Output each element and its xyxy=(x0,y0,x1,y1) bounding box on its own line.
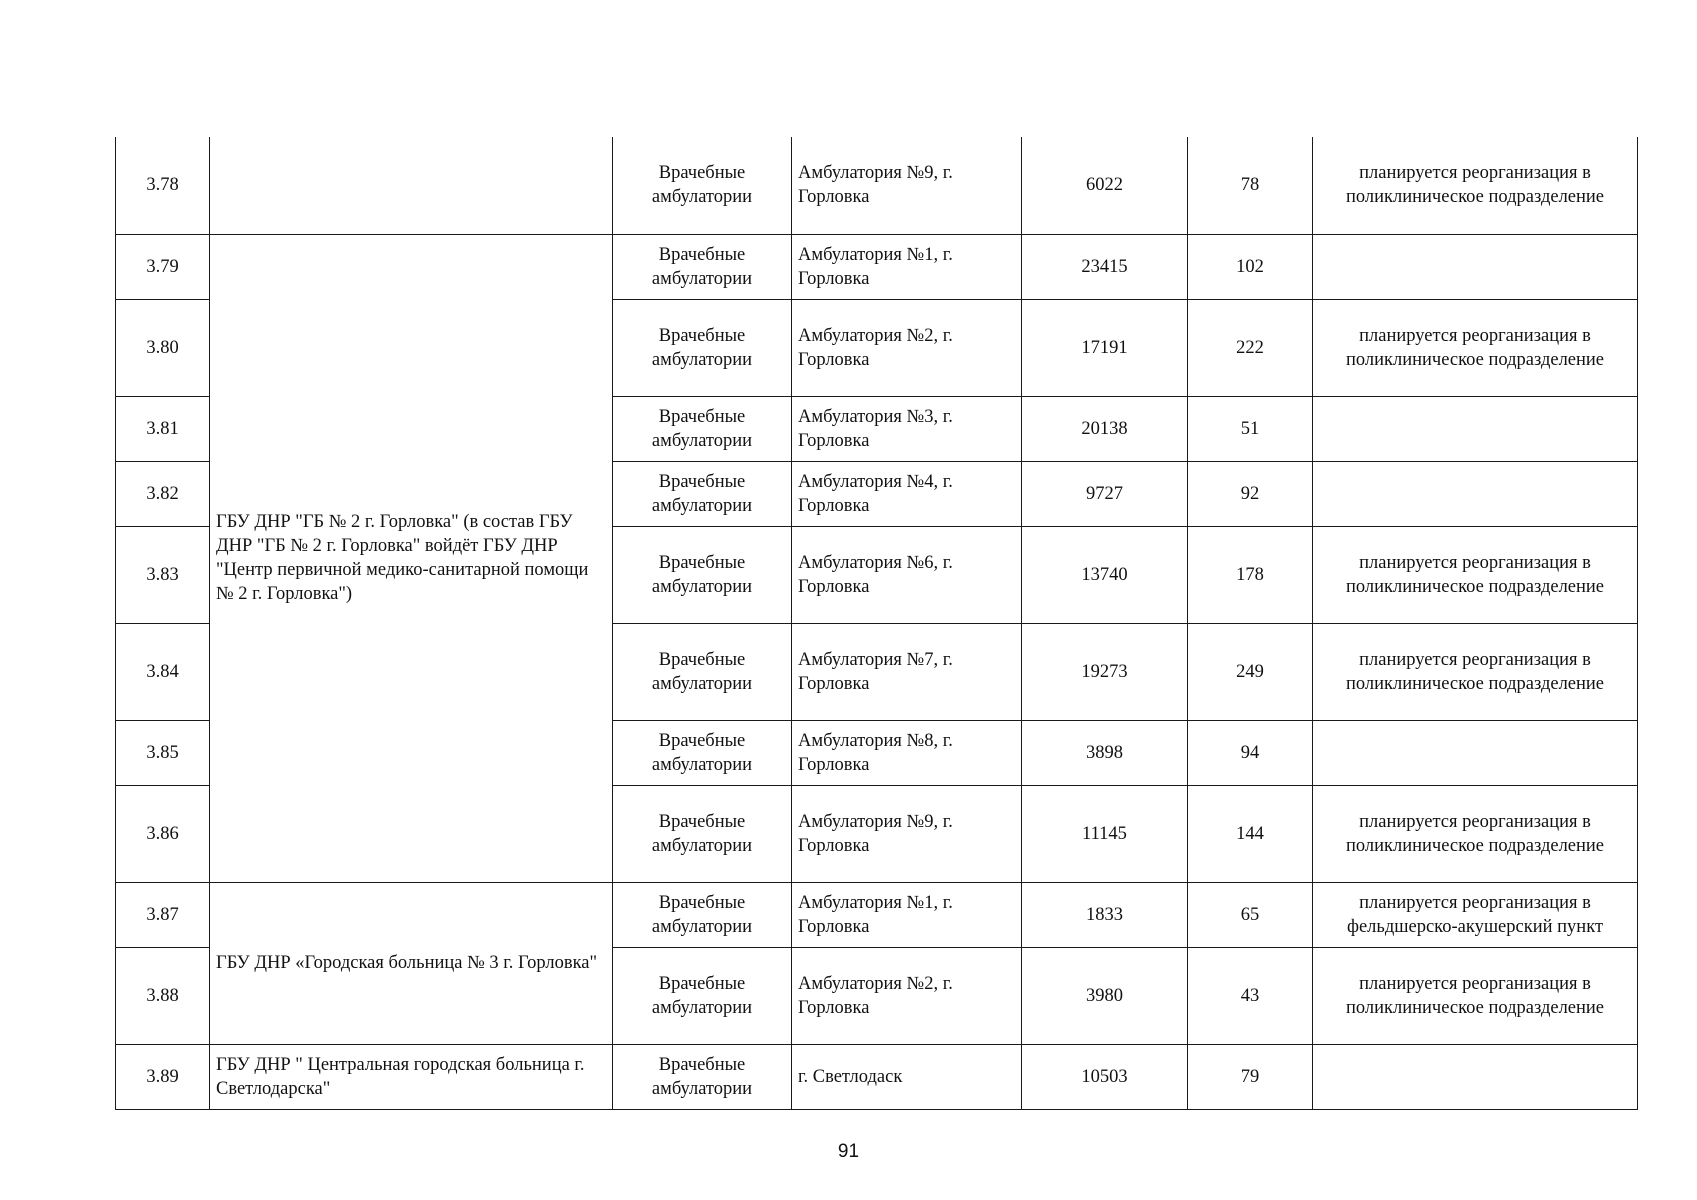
note-cell xyxy=(1313,720,1638,785)
population-value: 6022 xyxy=(1022,137,1188,234)
facility-type: Врачебные амбулатории xyxy=(613,785,792,882)
note-cell: планируется реорганизация в поликлиническое подразделение xyxy=(1313,526,1638,623)
note-cell: планируется реорганизация в поликлиническое подразделение xyxy=(1313,299,1638,396)
facility-type: Врачебные амбулатории xyxy=(613,234,792,299)
facility-name: г. Светлодаск xyxy=(792,1044,1022,1109)
facility-name: Амбулатория №9, г. Горловка xyxy=(792,785,1022,882)
table-row xyxy=(116,234,1638,299)
row-number: 3.78 xyxy=(116,137,210,234)
distance-value: 178 xyxy=(1188,526,1313,623)
organization-cell: ГБУ ДНР "ГБ № 2 г. Горловка" (в состав ГБУ ДНР "ГБ № 2 г. Горловка" войдёт ГБУ ДНР "Центр первичной медико-санитарной помощи № 2 г. Горловка") xyxy=(210,234,613,882)
row-number: 3.82 xyxy=(116,461,210,526)
facility-type: Врачебные амбулатории xyxy=(613,720,792,785)
note-cell xyxy=(1313,234,1638,299)
note-cell: планируется реорганизация в поликлиническое подразделение xyxy=(1313,785,1638,882)
population-value: 19273 xyxy=(1022,623,1188,720)
organization-cell: ГБУ ДНР " Центральная городская больница г. Светлодарска" xyxy=(210,1044,613,1109)
organization-cell: ГБУ ДНР «Городская больница № 3 г. Горловка" xyxy=(210,882,613,1044)
facility-name: Амбулатория №1, г. Горловка xyxy=(792,234,1022,299)
row-number: 3.80 xyxy=(116,299,210,396)
page-number: 91 xyxy=(837,1141,860,1162)
facility-type: Врачебные амбулатории xyxy=(613,526,792,623)
row-number: 3.89 xyxy=(116,1044,210,1109)
facility-type: Врачебные амбулатории xyxy=(613,396,792,461)
row-number: 3.84 xyxy=(116,623,210,720)
distance-value: 65 xyxy=(1188,882,1313,947)
facility-type: Врачебные амбулатории xyxy=(613,461,792,526)
table-row xyxy=(116,882,1638,947)
row-number: 3.81 xyxy=(116,396,210,461)
population-value: 23415 xyxy=(1022,234,1188,299)
population-value: 3980 xyxy=(1022,947,1188,1044)
distance-value: 249 xyxy=(1188,623,1313,720)
distance-value: 92 xyxy=(1188,461,1313,526)
distance-value: 51 xyxy=(1188,396,1313,461)
note-cell: планируется реорганизация в фельдшерско-акушерский пункт xyxy=(1313,882,1638,947)
facility-name: Амбулатория №6, г. Горловка xyxy=(792,526,1022,623)
population-value: 1833 xyxy=(1022,882,1188,947)
row-number: 3.86 xyxy=(116,785,210,882)
facility-type: Врачебные амбулатории xyxy=(613,137,792,234)
facility-type: Врачебные амбулатории xyxy=(613,623,792,720)
row-number: 3.83 xyxy=(116,526,210,623)
population-value: 9727 xyxy=(1022,461,1188,526)
facility-type: Врачебные амбулатории xyxy=(613,947,792,1044)
distance-value: 43 xyxy=(1188,947,1313,1044)
note-cell: планируется реорганизация в поликлиническое подразделение xyxy=(1313,623,1638,720)
row-number: 3.88 xyxy=(116,947,210,1044)
distance-value: 102 xyxy=(1188,234,1313,299)
population-value: 20138 xyxy=(1022,396,1188,461)
distance-value: 222 xyxy=(1188,299,1313,396)
facility-type: Врачебные амбулатории xyxy=(613,1044,792,1109)
note-cell xyxy=(1313,461,1638,526)
facility-name: Амбулатория №3, г. Горловка xyxy=(792,396,1022,461)
row-number: 3.79 xyxy=(116,234,210,299)
facility-name: Амбулатория №7, г. Горловка xyxy=(792,623,1022,720)
facility-name: Амбулатория №1, г. Горловка xyxy=(792,882,1022,947)
note-cell xyxy=(1313,1044,1638,1109)
facility-type: Врачебные амбулатории xyxy=(613,299,792,396)
population-value: 13740 xyxy=(1022,526,1188,623)
row-number: 3.87 xyxy=(116,882,210,947)
facility-name: Амбулатория №2, г. Горловка xyxy=(792,947,1022,1044)
note-cell: планируется реорганизация в поликлиническое подразделение xyxy=(1313,137,1638,234)
distance-value: 144 xyxy=(1188,785,1313,882)
facility-name: Амбулатория №2, г. Горловка xyxy=(792,299,1022,396)
population-value: 3898 xyxy=(1022,720,1188,785)
note-cell: планируется реорганизация в поликлиническое подразделение xyxy=(1313,947,1638,1044)
row-number: 3.85 xyxy=(116,720,210,785)
distance-value: 94 xyxy=(1188,720,1313,785)
table-row xyxy=(116,1044,1638,1109)
population-value: 11145 xyxy=(1022,785,1188,882)
facilities-table xyxy=(115,137,1638,1110)
facility-name: Амбулатория №8, г. Горловка xyxy=(792,720,1022,785)
population-value: 17191 xyxy=(1022,299,1188,396)
distance-value: 79 xyxy=(1188,1044,1313,1109)
organization-cell xyxy=(210,137,613,234)
population-value: 10503 xyxy=(1022,1044,1188,1109)
facility-name: Амбулатория №9, г. Горловка xyxy=(792,137,1022,234)
facility-type: Врачебные амбулатории xyxy=(613,882,792,947)
distance-value: 78 xyxy=(1188,137,1313,234)
table-row xyxy=(116,137,1638,234)
note-cell xyxy=(1313,396,1638,461)
facility-name: Амбулатория №4, г. Горловка xyxy=(792,461,1022,526)
